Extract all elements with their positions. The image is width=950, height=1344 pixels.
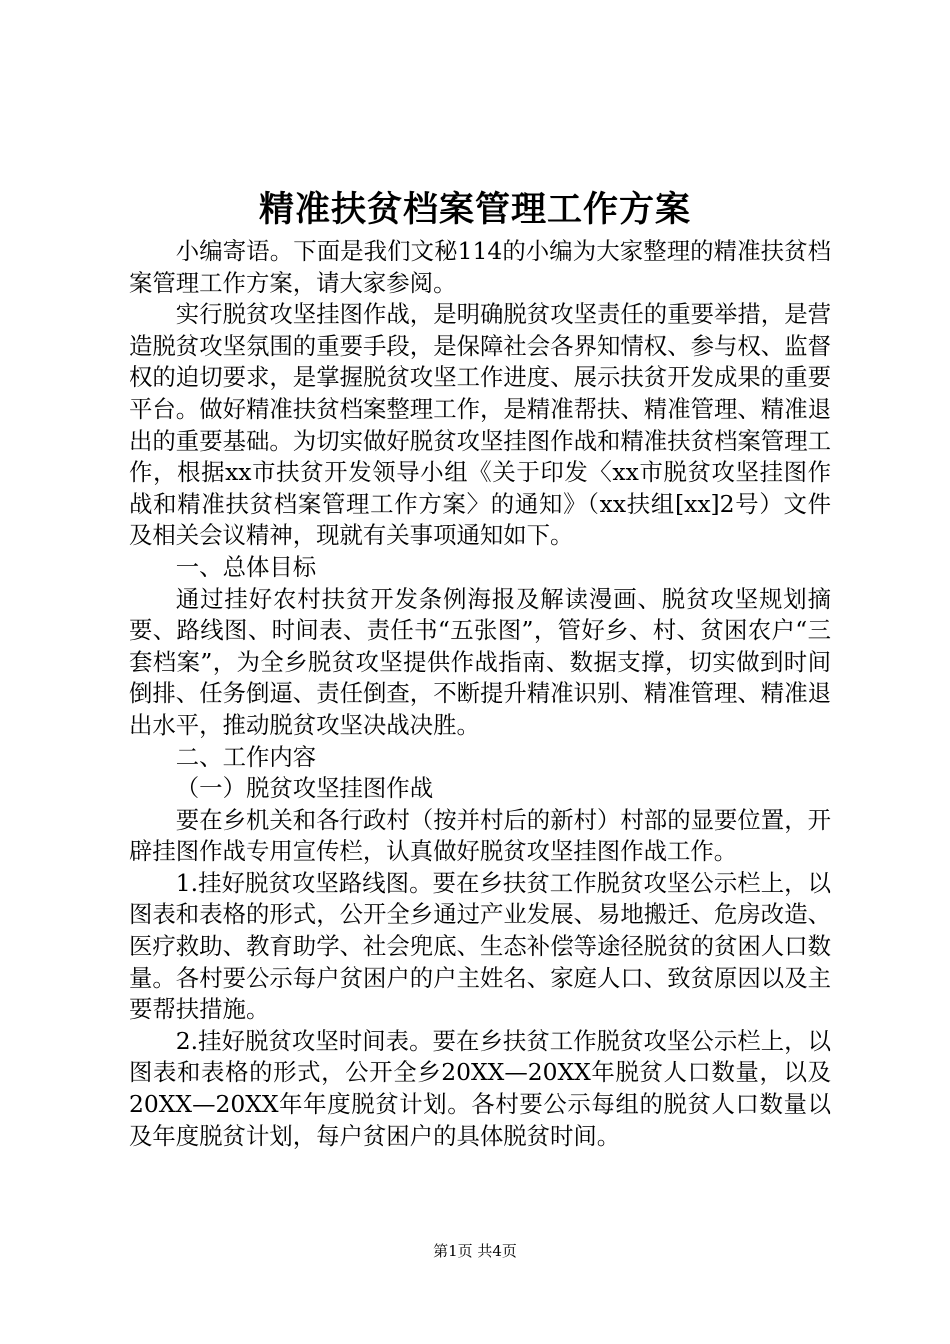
document-body xyxy=(129,236,831,1152)
subsection-heading-map-battle: （一）脱贫攻坚挂图作战 xyxy=(175,774,434,803)
paragraph-background: 实行脱贫攻坚挂图作战，是明确脱贫攻坚责任的重要举措，是营造脱贫攻坚氛围的重要手段，是保障社会各界知情权、参与权、监督权的迫切要求，是掌握脱贫攻坚工作进度、展示扶贫开发成果的重要平台。做好精准扶贫档案整理工作，是精准帮扶、精准管理、精准退出的重要基础。为切实做好脱贫攻坚挂图作战和精准扶贫档案管理工作，根据xx市扶贫开发领导小组《关于印发〈xx市脱贫攻坚挂图作战和精准扶贫档案管理工作方案〉的通知》（xx扶组[xx]2号）文件及相关会议精神，现就有关事项通知如下。 xyxy=(129,300,831,550)
paragraph-roadmap: 1.挂好脱贫攻坚路线图。要在乡扶贫工作脱贫攻坚公示栏上，以图表和表格的形式，公开全乡通过产业发展、易地搬迁、危房改造、医疗救助、教育助学、社会兜底、生态补偿等途径脱贫的贫困人口数量。各村要公示每户贫困户的户主姓名、家庭人口、致贫原因以及主要帮扶措施。 xyxy=(129,868,831,1024)
paragraph-intro: 小编寄语。下面是我们文秘114的小编为大家整理的精准扶贫档案管理工作方案，请大家参阅。 xyxy=(129,237,831,297)
section-heading-work-content: 二、工作内容 xyxy=(175,742,317,771)
section-heading-overall-goal: 一、总体目标 xyxy=(175,552,317,581)
paragraph-timetable: 2.挂好脱贫攻坚时间表。要在乡扶贫工作脱贫攻坚公示栏上，以图表和表格的形式，公开全乡20XX—20XX年脱贫人口数量，以及20XX—20XX年年度脱贫计划。各村要公示每组的脱贫人口数量以及年度脱贫计划，每户贫困户的具体脱贫时间。 xyxy=(129,1026,831,1150)
page-footer: 第1页 共4页 xyxy=(433,1242,517,1260)
paragraph-map-battle: 要在乡机关和各行政村（按并村后的新村）村部的显要位置，开辟挂图作战专用宣传栏，认真做好脱贫攻坚挂图作战工作。 xyxy=(129,805,831,866)
paragraph-overall-goal: 通过挂好农村扶贫开发条例海报及解读漫画、脱贫攻坚规划摘要、路线图、时间表、责任书“五张图”，管好乡、村、贫困农户“三套档案”，为全乡脱贫攻坚提供作战指南、数据支撑，切实做到时间倒排、任务倒逼、责任倒查，不断提升精准识别、精准管理、精准退出水平，推动脱贫攻坚决战决胜。 xyxy=(129,584,831,739)
document-title: 精准扶贫档案管理工作方案 xyxy=(258,189,691,230)
